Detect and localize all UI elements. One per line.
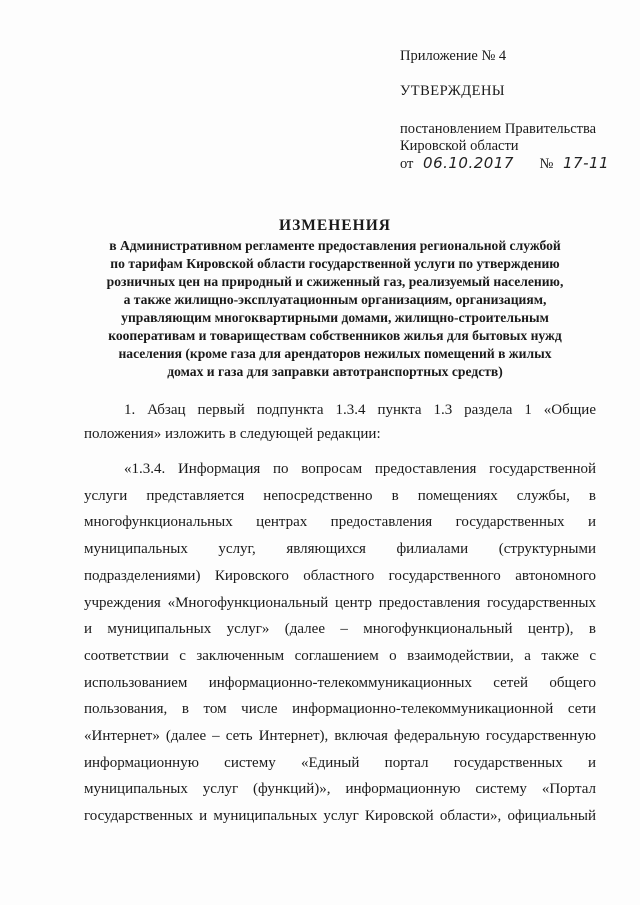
title-line: розничных цен на природный и сжиженный газ, реализуемый населению, [106,274,564,289]
number-label: № [539,156,554,172]
decree-line-1: постановлением Правительства [400,121,597,137]
paragraph-line: использованием информационно-телекоммуникационных сетей общего [84,674,596,691]
decree-line-2: Кировской области [400,138,519,154]
paragraph-2 [84,456,596,830]
paragraph-line: муниципальных услуг, являющихся филиалами (структурными [84,541,596,558]
paragraph-line: пользования, в том числе информационно-телекоммуникационной сети [84,701,596,718]
title-line: по тарифам Кировской области государственной услуги по утверждению [110,256,560,271]
paragraph-line: «Интернет» (далее – сеть Интернет), включая федеральную государственную [84,728,596,745]
title-line: в Административном регламенте предоставления региональной службой [109,238,561,253]
title-line: кооперативам и товариществам собственников жилья для бытовых нужд [108,328,562,343]
paragraph-line: услуги представляется непосредственно в помещениях службы, в [84,487,596,504]
annex-number: Приложение № 4 [400,48,507,64]
title-line: управляющим многоквартирными домами, жилищно-строительным [121,310,549,325]
title-line: домах и газа для заправки автотранспортных средств) [167,364,503,379]
title-block [70,217,600,381]
title-line: а также жилищно-эксплуатационным организациям, организациям, [123,292,547,307]
paragraph-line: многофункциональных центрах предоставления государственных и [84,514,596,531]
paragraph-line: 1. Абзац первый подпункта 1.3.4 пункта 1.3 раздела 1 «Общие [124,402,596,418]
from-label: от [400,156,414,172]
paragraph-line: муниципальных услуг (функций)», информационную систему «Портал [84,781,596,798]
paragraph-line: информационную систему «Единый портал государственных и [84,754,596,771]
document-body [84,398,596,830]
approved-label: УТВЕРЖДЕНЫ [400,83,506,99]
paragraph-line: положения» изложить в следующей редакции: [84,426,381,442]
paragraph-line: учреждения «Многофункциональный центр предоставления государственных [84,594,596,611]
paragraph-line: соответствии с заключенным соглашением о взаимодействии, а также с [84,647,596,664]
paragraph-line: и муниципальных услуг» (далее – многофункциональный центр), в [84,621,596,638]
handwritten-number: 17-11 [563,154,610,172]
document-heading: ИЗМЕНЕНИЯ [279,217,391,234]
approval-block [400,48,632,173]
paragraph-line: «1.3.4. Информация по вопросам предоставления государственной [124,461,596,477]
title-line: населения (кроме газа для арендаторов нежилых помещений в жилых [118,346,552,361]
paragraph-line: государственных и муниципальных услуг Кировской области», официальный [84,808,596,825]
handwritten-date: 06.10.2017 [423,154,514,172]
paragraph-line: подразделениями) Кировского областного государственного автономного [84,567,596,584]
paragraph-1 [84,398,596,446]
decree-signature-row [400,155,632,173]
